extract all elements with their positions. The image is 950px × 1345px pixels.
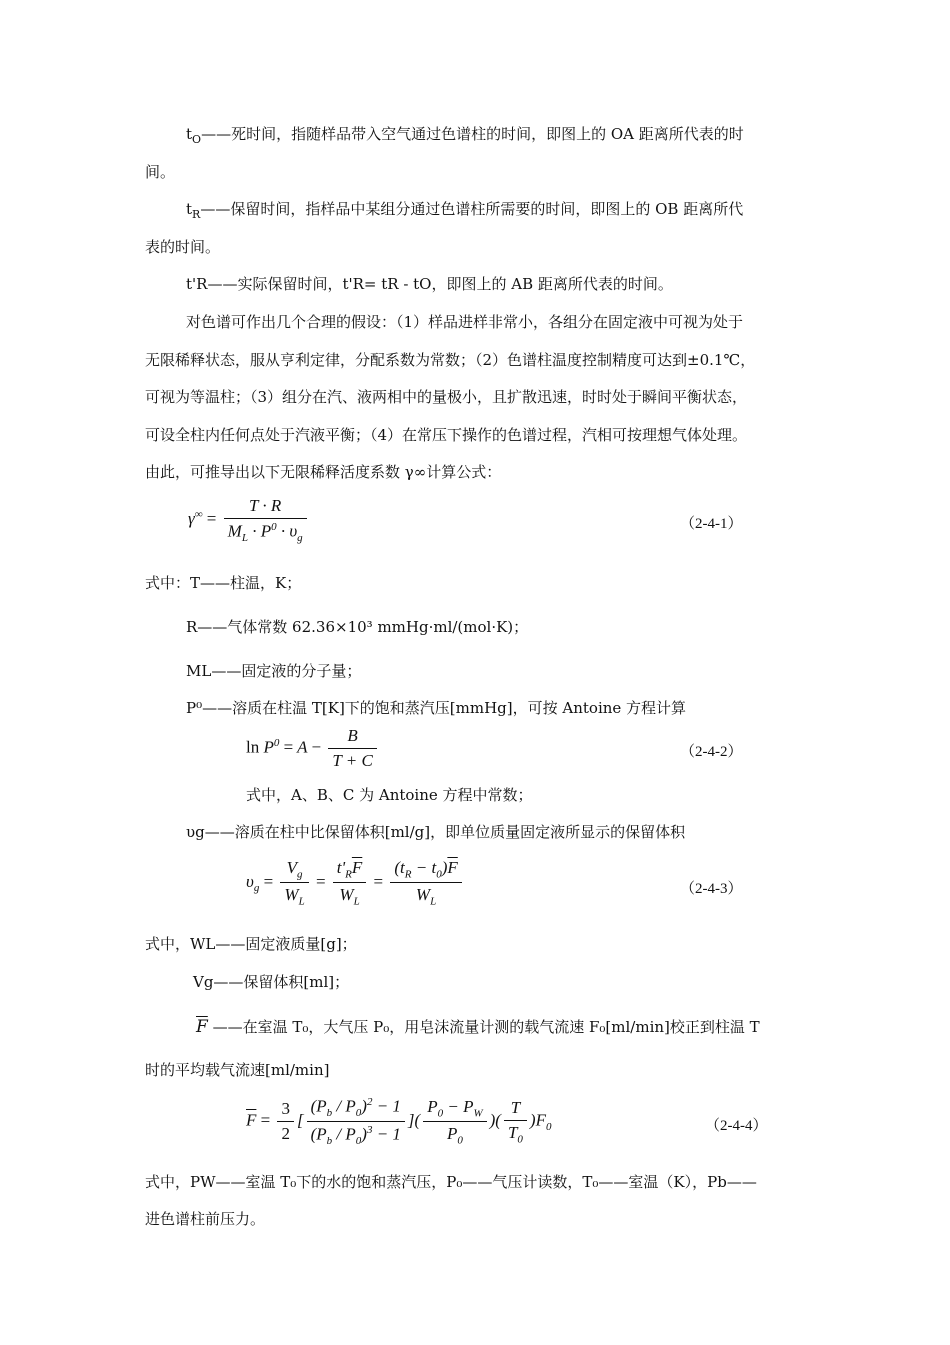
equation-2-4-2: $\ln P^0 = A$ − $\frac{B}{T + C}$ <box>246 726 380 771</box>
equation-2-4-1: γ∞ = $\frac{T \cdot R}{M_L \cdot P^0 \cdot \upsilon_g}$ <box>188 496 310 544</box>
where-P0: P⁰——溶质在柱温 T[K]下的饱和蒸汽压[mmHg]，可按 Antoine 方程计算 <box>186 699 687 717</box>
t0-definition-cont: 间。 <box>145 163 176 181</box>
where-ML: ML——固定液的分子量； <box>186 662 362 680</box>
where-PW: 式中，PW——室温 T₀下的水的饱和蒸汽压，P₀——气压计读数，T₀——室温（K），Pb—— <box>145 1173 757 1191</box>
tR-prime-definition: t'R——实际保留时间，t'R= tR - tO，即图上的 AB 距离所代表的时间。 <box>186 275 673 293</box>
where-F-cont: 时的平均载气流速[ml/min] <box>145 1061 330 1079</box>
paragraph-line: 对色谱可作出几个合理的假设：（1）样品进样非常小，各组分在固定液中可视为处于 <box>186 313 744 331</box>
vg-definition: υg——溶质在柱中比保留体积[ml/g]，即单位质量固定液所显示的保留体积 <box>186 823 686 841</box>
tR-definition: $t_R——$保留时间，指样品中某组分通过色谱柱所需要的时间，即图上的 OB 距离所代 <box>186 200 744 221</box>
paragraph-line: 由此，可推导出以下无限稀释活度系数 γ∞计算公式： <box>145 463 502 481</box>
where-PW-cont: 进色谱柱前压力。 <box>145 1210 266 1228</box>
equation-2-4-3: $\upsilon_g$ = $\frac{V_g}{W_L}$ = $\frac{t'_R\overline{F}}{W_L}$ = $\frac{(t_R - t_0)\overline{F}}{W_L}$ <box>246 858 465 908</box>
where-R: R——气体常数 62.36×10³ mmHg·ml/(mol·K)； <box>186 618 529 636</box>
paragraph-line: 可设全柱内任何点处于汽液平衡；（4）在常压下操作的色谱过程，汽相可按理想气体处理。 <box>145 426 748 444</box>
equation-number: （2-4-4） <box>705 1118 768 1134</box>
where-WL: 式中，WL——固定液质量[g]； <box>145 935 357 953</box>
antoine-note: 式中，A、B、C 为 Antoine 方程中常数； <box>246 786 533 804</box>
where-Vg: Vg——保留体积[ml]； <box>193 973 350 991</box>
equation-number: （2-4-1） <box>680 516 743 532</box>
equation-number: （2-4-2） <box>680 744 743 760</box>
t0-definition: $t_O——$死时间，指随样品带入空气通过色谱柱的时间，即图上的 OA 距离所代表的时 <box>186 125 744 146</box>
paragraph-line: 无限稀释状态，服从亨利定律，分配系数为常数；（2）色谱柱温度控制精度可达到±0.1℃， <box>145 351 756 369</box>
where-F: $\overline{F}$ ——在室温 T₀，大气压 P₀，用皂沫流量计测的载气流速 F₀[ml/min]校正到柱温 T <box>196 1017 760 1037</box>
tR-definition-cont: 表的时间。 <box>145 238 221 256</box>
paragraph-line: 可视为等温柱；（3）组分在汽、液两相中的量极小，且扩散迅速，时时处于瞬间平衡状态， <box>145 388 748 406</box>
equation-number: （2-4-3） <box>680 881 743 897</box>
where-T: 式中：T——柱温，K； <box>145 574 302 592</box>
equation-2-4-4: $\overline{F}$ = $\frac{3}{2}$ [ $\frac{(P_b / P_0)^2 - 1}{(P_b / P_0)^3 - 1}$ ]( $\frac{P_0 - P_W}{P_0}$ )( $\frac{T}{T_0}$ )$F_0$ <box>246 1096 552 1148</box>
